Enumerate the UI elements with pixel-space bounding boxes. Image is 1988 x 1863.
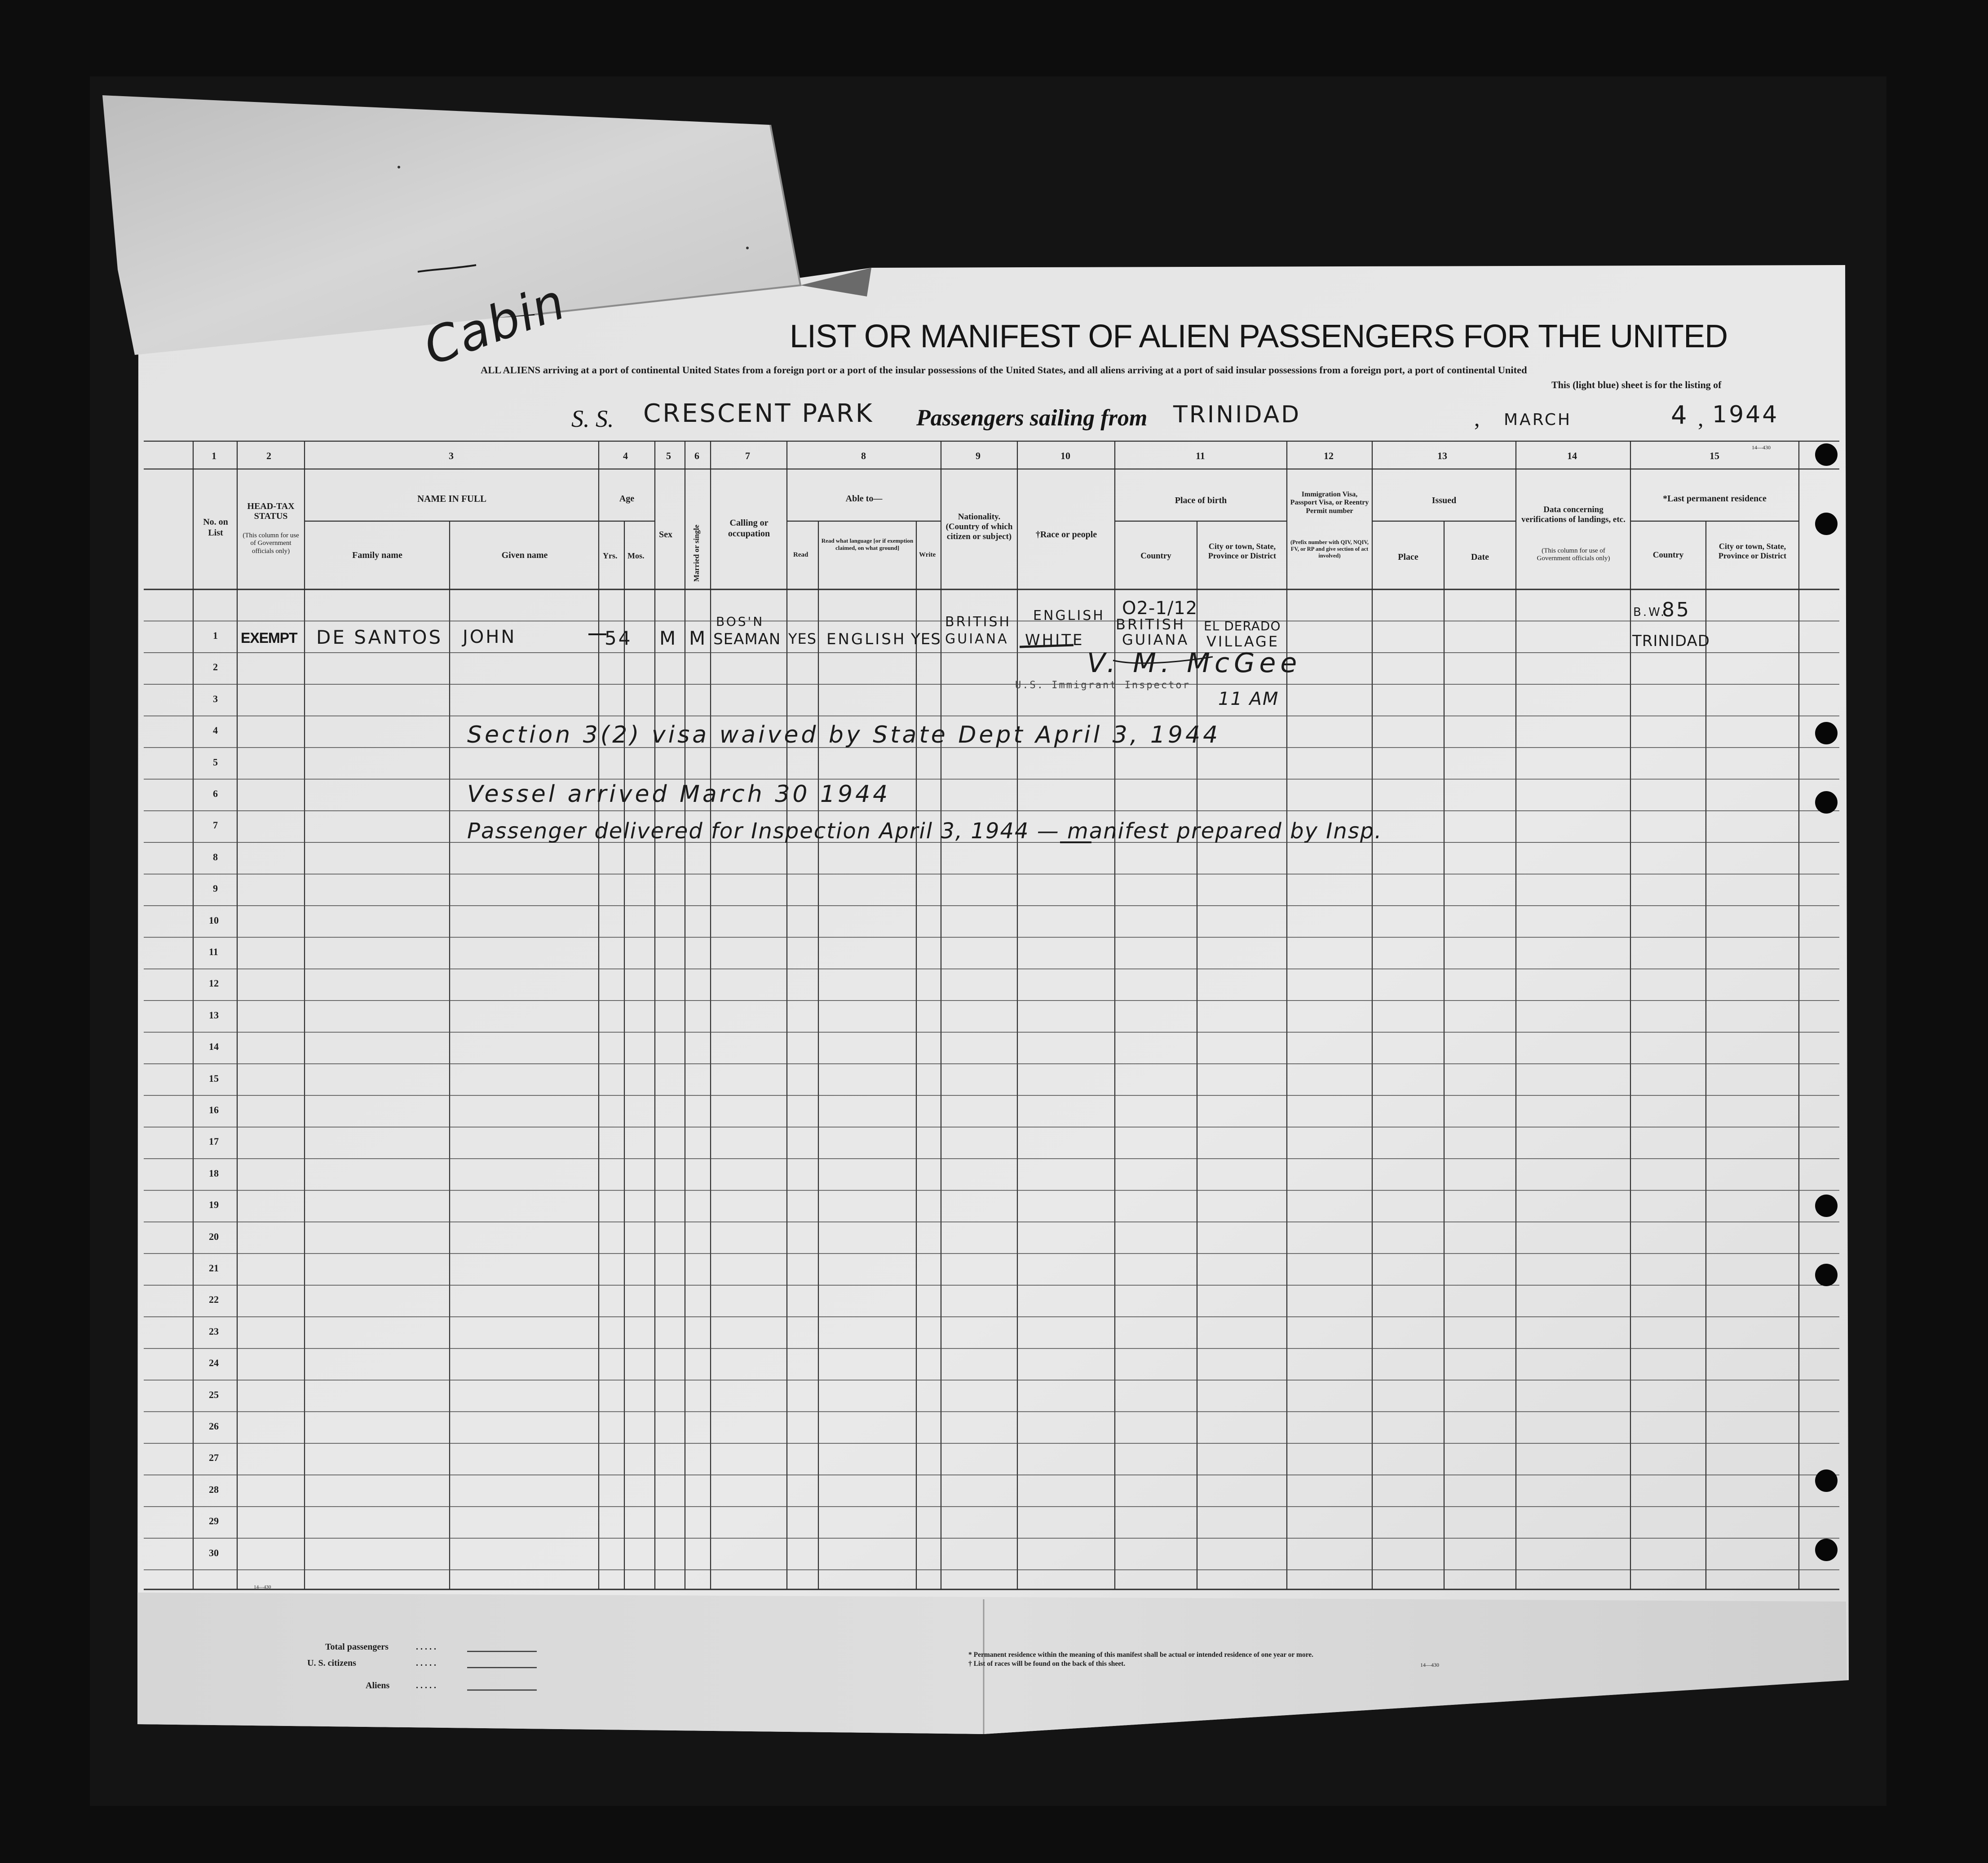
header-verifications: Data concerning verifications of landings, etc. [1521,505,1626,524]
page-title: LIST OR MANIFEST OF ALIEN PASSENGERS FOR THE UNITED [790,319,1728,354]
subtitle-line-2: This (light blue) sheet is for the listing of [1551,379,1722,390]
col-num-14: 14 [1567,450,1577,461]
header-married-single: Married or single [692,524,701,582]
footer-form-number-left: 14—430 [254,1584,271,1590]
note-line-3: Passenger delivered for Inspection April 3, 1944 — manifest prepared by Insp. [467,819,1383,844]
row-number: 8 [213,851,218,863]
footer-total-passengers: Total passengers [325,1642,389,1652]
passenger-head-tax: EXEMPT [241,630,297,646]
passenger-residence-country-line2: TRINIDAD [1632,632,1710,650]
comma-2: , [1698,406,1704,431]
inspector-title: U.S. Immigrant Inspector [1015,680,1190,691]
row-number: 22 [209,1294,219,1305]
sailing-label: Passengers sailing from [916,405,1148,431]
col-num-4: 4 [623,450,628,461]
header-nationality: Nationality. (Country of which citizen or subject) [945,512,1013,541]
col-num-12: 12 [1324,450,1334,461]
row-number: 15 [209,1072,219,1084]
passenger-read: YES [788,630,817,647]
col-num-11: 11 [1196,450,1205,461]
header-yrs: Yrs. [603,551,618,560]
passenger-age: 54 [605,627,632,649]
row-number: 29 [209,1515,219,1527]
ship-name: CRESCENT PARK [643,399,874,428]
header-last-residence: *Last permanent residence [1663,494,1767,504]
row-number: 25 [209,1389,219,1400]
row-number: 12 [209,978,219,989]
footer-form-number: 14—430 [1420,1662,1439,1668]
passenger-nationality-line2: GUIANA [945,631,1009,647]
footnote-1: * Permanent residence within the meaning of this manifest shall be actual or intended residence of one year or more. [968,1651,1314,1659]
row-number: 7 [213,819,218,831]
row-number: 13 [209,1009,219,1021]
row-number: 1 [213,630,218,641]
header-given-name: Given name [501,550,548,560]
paper-sheet [137,265,1849,1734]
inspector-signature: V. M. McGee [1087,647,1302,679]
row-number: 20 [209,1230,219,1242]
header-issued: Issued [1431,496,1457,505]
footer-aliens-dots: . . . . . [416,1681,436,1690]
header-read: Read [793,551,808,558]
header-birth-country: Country [1140,551,1171,561]
header-family-name: Family name [352,550,402,560]
header-name-in-full: NAME IN FULL [417,493,486,504]
header-age: Age [619,494,635,504]
note-line-1: Section 3(2) visa waived by State Dept April 3, 1944 [467,721,1221,748]
footer-aliens: Aliens [366,1681,390,1690]
inspector-time: 11 AM [1218,689,1279,709]
row-number: 9 [213,883,218,894]
header-immigration-visa-note: (Prefix number with QIV, NQIV, FV, or RP and give section of act involved) [1290,539,1369,559]
passenger-language: ENGLISH [826,630,906,648]
header-able-to: Able to— [845,494,883,504]
passenger-birth-city-line1: EL DERADO [1204,619,1281,633]
row-number: 26 [209,1420,219,1432]
passenger-residence-number: 85 [1662,598,1691,621]
col-num-1: 1 [212,450,216,461]
ss-prefix: S. S. [571,405,614,432]
row-number: 23 [209,1325,219,1337]
row-number: 11 [209,946,218,957]
row-number: 4 [213,725,218,736]
comma-1: , [1474,406,1480,431]
header-immigration-visa: Immigration Visa, Passport Visa, or Reentry Permit number [1290,491,1369,515]
header-read-language: Read what language [or if exemption claimed, on what ground] [821,537,914,551]
header-residence-country: Country [1652,550,1684,560]
passenger-calling-line1: BOS'N [716,614,764,629]
passenger-sex: M [659,627,678,649]
header-race: †Race or people [1035,530,1097,540]
header-sex: Sex [659,530,672,540]
footer-total-dots: . . . . . [416,1642,436,1652]
header-place-of-birth: Place of birth [1175,496,1227,505]
header-no-on-list: No. on List [203,517,228,538]
col-num-6: 6 [694,450,699,461]
passenger-family-name: DE SANTOS [316,626,443,648]
footer-us-dots: . . . . . [416,1658,436,1668]
row-number: 5 [213,756,218,768]
header-calling: Calling or occupation [728,518,770,539]
footer-us-citizens: U. S. citizens [307,1658,356,1668]
footnote-2: † List of races will be found on the back of this sheet. [968,1660,1126,1668]
row-number: 3 [213,693,218,704]
col-num-13: 13 [1437,450,1447,461]
col-num-5: 5 [666,450,671,461]
form-number-top: 14—430 [1752,444,1771,451]
col-num-15: 15 [1710,450,1719,461]
passenger-race-line1: ENGLISH [1033,608,1105,624]
col-num-9: 9 [976,450,981,461]
sailing-from: TRINIDAD [1173,401,1301,428]
header-issued-place: Place [1398,552,1418,562]
header-birth-city: City or town, State, Province or District [1208,542,1277,560]
passenger-write: YES [911,630,941,648]
passenger-race-line2: WHITE [1025,631,1084,649]
row-number: 2 [213,661,218,673]
row-number: 21 [209,1262,219,1274]
passenger-given-name: JOHN [463,627,517,647]
col-num-3: 3 [449,450,454,461]
header-verifications-note: (This column for use of Government officials only) [1537,547,1610,562]
row-number: 14 [209,1041,219,1053]
header-head-tax: HEAD-TAX STATUS [247,501,295,521]
margin-note: Cabin [416,272,573,376]
row-number: 19 [209,1199,219,1211]
manifest-day: 4 [1671,401,1689,430]
col-num-2: 2 [266,450,271,461]
header-residence-city: City or town, State, Province or District [1718,542,1787,560]
row-number: 6 [213,788,218,799]
passenger-nationality-line1: BRITISH [945,614,1012,630]
passenger-calling-line2: SEAMAN [713,630,781,648]
row-number: 27 [209,1452,219,1464]
manifest-month: MARCH [1504,411,1572,429]
col-num-10: 10 [1060,450,1070,461]
passenger-residence-country-line1: B.W. [1633,606,1666,619]
row-number: 10 [209,914,219,926]
row-number: 24 [209,1357,219,1369]
row-number: 30 [209,1547,219,1558]
header-issued-date: Date [1471,552,1489,562]
passenger-birth-city-line2: VILLAGE [1206,633,1280,650]
passenger-visa-number: O2-1/12 [1122,598,1198,619]
passenger-married-single: M [689,627,707,649]
row-number: 28 [209,1483,219,1495]
header-mos: Mos. [627,551,645,560]
row-number: 18 [209,1167,219,1179]
note-line-2: Vessel arrived March 30 1944 [467,781,891,808]
passenger-birth-country-line1: BRITISH [1116,616,1185,633]
passenger-birth-country-line2: GUIANA [1122,631,1189,648]
row-number: 17 [209,1136,219,1147]
subtitle-line-1: ALL ALIENS arriving at a port of continental United States from a foreign port or a port of the insular possessions of the United States, and all aliens arriving at a port of said insular possessions from a foreign port, a port of continental United [481,364,1527,376]
col-num-7: 7 [745,450,750,461]
header-head-tax-note: (This column for use of Government officials only) [243,532,299,555]
manifest-year: 1944 [1712,401,1779,428]
col-num-8: 8 [861,450,866,461]
header-write: Write [919,551,936,558]
row-number: 16 [209,1104,219,1115]
